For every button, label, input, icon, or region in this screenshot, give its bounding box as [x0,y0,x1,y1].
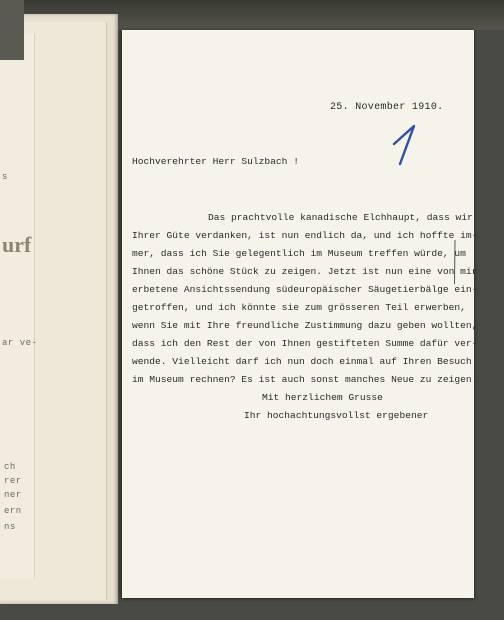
underlying-page-fragment: s [2,172,8,182]
underlying-page-fragment: ns [4,522,16,532]
letter-sheet [122,30,478,598]
margin-pencil-stroke [453,238,457,286]
underlying-page-fragment: ar ve- [2,338,38,348]
underlying-page-fragment: rer [4,476,22,486]
letter-date: 25. November 1910. [330,102,444,113]
body-line: wenn Sie mit Ihre freundliche Zustimmung dazu geben wollten, [132,320,478,331]
body-line: Ihnen das schöne Stück zu zeigen. Jetzt ist nun eine von mir [132,266,478,277]
folio-number-pencil-mark [390,122,426,168]
underlying-page-fragment: ner [4,490,22,500]
underlying-page-fragment: ch [4,462,16,472]
underlying-page-fragment: ern [4,506,22,516]
dark-corner [0,0,24,60]
body-line: im Museum rechnen? Es ist auch sonst manches Neue zu zeigen. [132,374,478,385]
body-line: mer, dass ich Sie gelegentlich im Museum treffen würde, um [132,248,466,259]
closing-signoff: Ihr hochachtungsvollst ergebener [244,410,429,421]
body-line: dass ich den Rest der von Ihnen gestifteten Summe dafür ver- [132,338,478,349]
underlying-page-fragment: urf [2,232,32,257]
closing-greeting: Mit herzlichem Grusse [262,392,383,403]
body-line: Das prachtvolle kanadische Elchhaupt, dass wir [208,212,473,223]
salutation: Hochverehrter Herr Sulzbach ! [132,156,299,167]
body-line: wende. Vielleicht darf ich nun doch einmal auf Ihren Besuch [132,356,472,367]
body-line: getroffen, und ich könnte sie zum grösseren Teil erwerben, [132,302,466,313]
body-line: Ihrer Güte verdanken, ist nun endlich da, und ich hoffte im- [132,230,478,241]
body-line: erbetene Ansichtssendung südeuropäischer Säugetierbälge ein- [132,284,478,295]
